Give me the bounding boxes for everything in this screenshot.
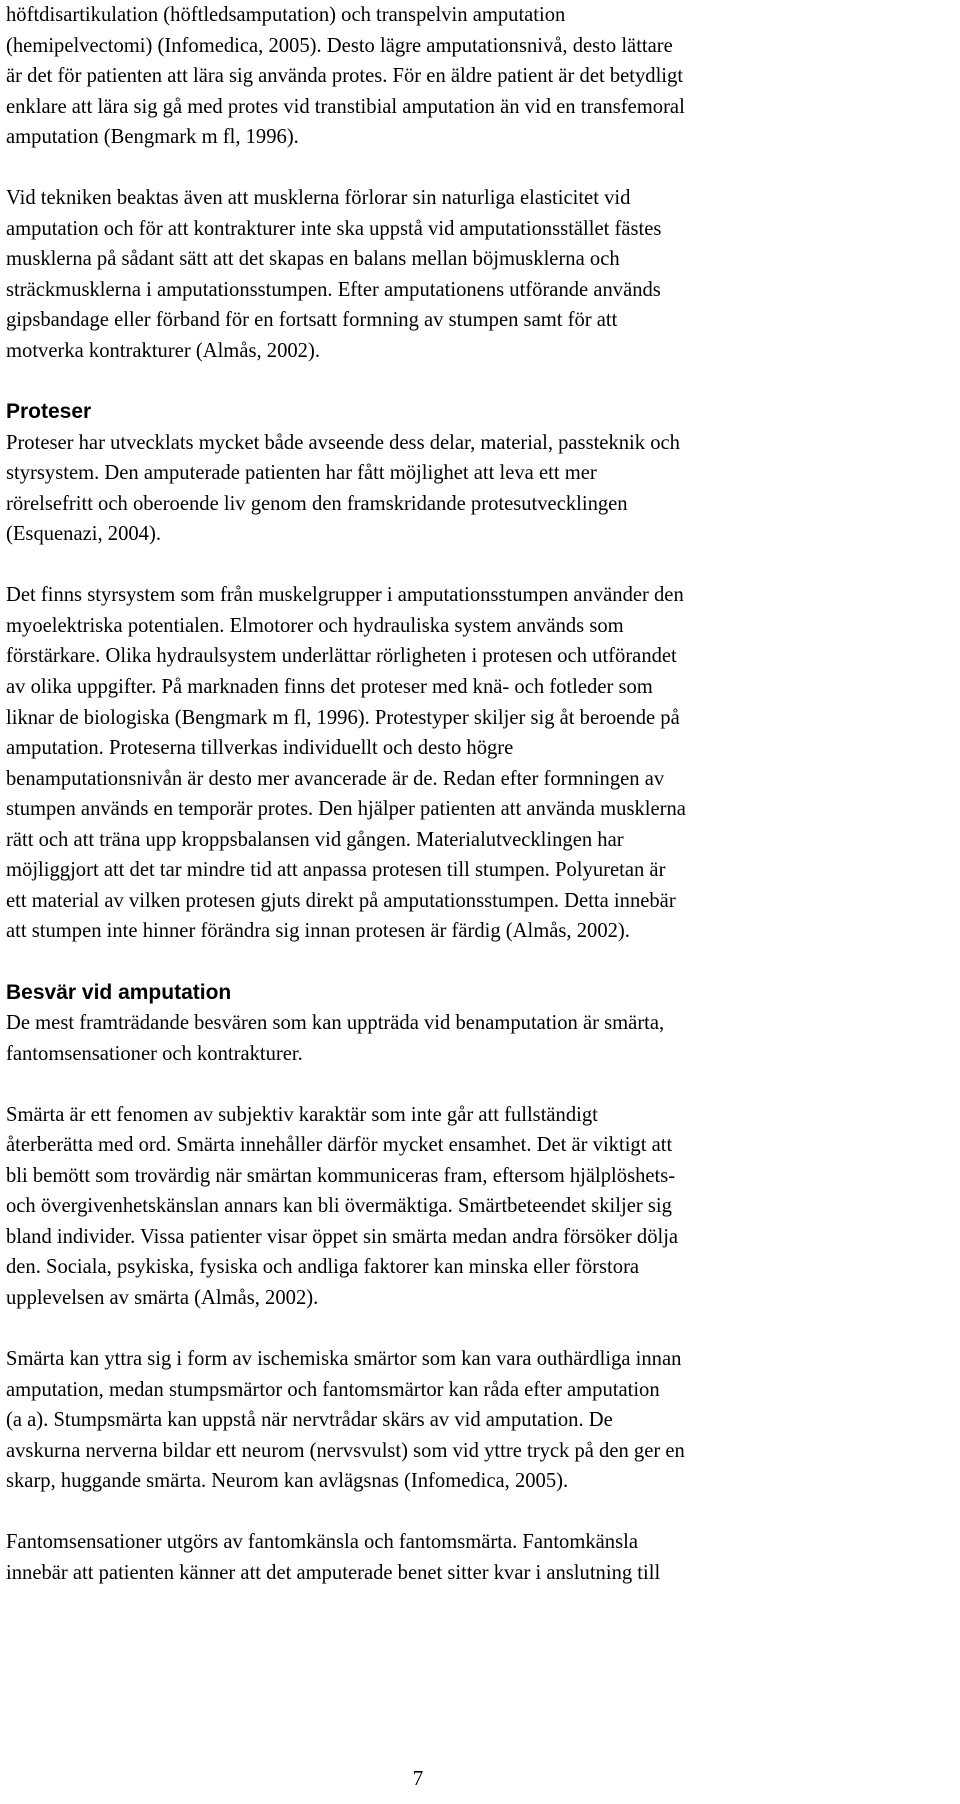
text-line: rätt och att träna upp kroppsbalansen vid gången. Materialutvecklingen har: [6, 828, 624, 851]
text-line: stumpen används en temporär protes. Den hjälper patienten att använda musklerna: [6, 798, 686, 821]
text-line: (Esquenazi, 2004).: [6, 523, 161, 546]
text-line: De mest framträdande besvären som kan uppträda vid benamputation är smärta,: [6, 1012, 665, 1035]
text-line: bland individer. Vissa patienter visar öppet sin smärta medan andra försöker dölja: [6, 1225, 679, 1248]
text-line: Proteser har utvecklats mycket både avseende dess delar, material, passteknik och: [6, 431, 680, 454]
text-line: liknar de biologiska (Bengmark m fl, 1996). Protestyper skiljer sig åt beroende på: [6, 706, 680, 729]
text-line: (a a). Stumpsmärta kan uppstå när nervtrådar skärs av vid amputation. De: [6, 1409, 613, 1432]
paragraph: [6, 428, 842, 550]
text-line: amputation och för att kontrakturer inte ska uppstå vid amputationsstället fästes: [6, 217, 662, 240]
text-line: myoelektriska potentialen. Elmotorer och hydrauliska system används som: [6, 614, 624, 637]
paragraph: [6, 1008, 842, 1069]
text-line: är det för patienten att lära sig använda protes. För en äldre patient är det betydligt: [6, 65, 684, 88]
text-line: upplevelsen av smärta (Almås, 2002).: [6, 1286, 319, 1309]
paragraph-spacer: [6, 1497, 842, 1528]
paragraph-spacer: [6, 153, 842, 184]
paragraph: [6, 1100, 842, 1314]
text-line: benamputationsnivån är desto mer avancerade är de. Redan efter formningen av: [6, 767, 665, 790]
text-line: förstärkare. Olika hydraulsystem underlättar rörligheten i protesen och utförandet: [6, 645, 677, 668]
text-line: gipsbandage eller förband för en fortsatt formning av stumpen samt för att: [6, 309, 618, 332]
text-line: Vid tekniken beaktas även att musklerna förlorar sin naturliga elasticitet vid: [6, 187, 631, 210]
text-line: av olika uppgifter. På marknaden finns det proteser med knä- och fotleder som: [6, 676, 653, 699]
paragraph: [6, 1527, 842, 1588]
text-line: sträckmusklerna i amputationsstumpen. Efter amputationens utförande används: [6, 278, 661, 301]
page-number: 7: [412, 1766, 424, 1790]
text-line: höftdisartikulation (höftledsamputation) och transpelvin amputation: [6, 4, 566, 26]
text-line: ett material av vilken protesen gjuts direkt på amputationsstumpen. Detta innebär: [6, 889, 676, 912]
text-line: att stumpen inte hinner förändra sig innan protesen är färdig (Almås, 2002).: [6, 920, 630, 943]
paragraph-spacer: [6, 367, 842, 398]
text-line: avskurna nerverna bildar ett neurom (nervsvulst) som vid yttre tryck på den ger en: [6, 1439, 685, 1462]
paragraph: [6, 0, 842, 153]
paragraph-spacer: [6, 947, 842, 978]
text-line: återberätta med ord. Smärta innehåller därför mycket ensamhet. Det är viktigt att: [6, 1134, 673, 1157]
paragraph-spacer: [6, 1314, 842, 1345]
section-heading-besvar: Besvär vid amputation: [6, 980, 232, 1004]
paragraph: [6, 580, 842, 947]
text-line: enklare att lära sig gå med protes vid transtibial amputation än vid en transfemoral: [6, 95, 685, 118]
text-line: rörelsefritt och oberoende liv genom den framskridande protesutvecklingen: [6, 492, 628, 515]
paragraph-spacer: [6, 550, 842, 581]
text-line: amputation. Proteserna tillverkas individuellt och desto högre: [6, 737, 514, 760]
text-line: motverka kontrakturer (Almås, 2002).: [6, 340, 320, 363]
text-line: Fantomsensationer utgörs av fantomkänsla och fantomsmärta. Fantomkänsla: [6, 1531, 638, 1554]
paragraph-spacer: [6, 1069, 842, 1100]
text-line: Det finns styrsystem som från muskelgrupper i amputationsstumpen använder den: [6, 584, 684, 607]
text-line: innebär att patienten känner att det amputerade benet sitter kvar i anslutning till: [6, 1561, 661, 1584]
text-line: och övergivenhetskänslan annars kan bli övermäktiga. Smärtbeteendet skiljer sig: [6, 1195, 672, 1218]
paragraph: [6, 183, 842, 366]
text-line: den. Sociala, psykiska, fysiska och andliga faktorer kan minska eller förstora: [6, 1256, 640, 1279]
text-line: fantomsensationer och kontrakturer.: [6, 1042, 303, 1065]
document-page: [6, 0, 842, 1588]
text-line: (hemipelvectomi) (Infomedica, 2005). Desto lägre amputationsnivå, desto lättare: [6, 34, 673, 57]
text-line: Smärta är ett fenomen av subjektiv karaktär som inte går att fullständigt: [6, 1103, 598, 1126]
paragraph: [6, 1344, 842, 1497]
text-line: möjliggjort att det tar mindre tid att anpassa protesen till stumpen. Polyuretan är: [6, 859, 666, 882]
text-line: amputation, medan stumpsmärtor och fantomsmärtor kan råda efter amputation: [6, 1378, 660, 1401]
text-line: amputation (Bengmark m fl, 1996).: [6, 126, 299, 149]
text-line: bli bemött som trovärdig när smärtan kommuniceras fram, eftersom hjälplöshets-: [6, 1164, 676, 1187]
section-heading-proteser: Proteser: [6, 400, 92, 424]
text-line: musklerna på sådant sätt att det skapas en balans mellan böjmusklerna och: [6, 248, 620, 271]
text-line: styrsystem. Den amputerade patienten har fått möjlighet att leva ett mer: [6, 462, 597, 485]
text-line: skarp, huggande smärta. Neurom kan avlägsnas (Infomedica, 2005).: [6, 1470, 569, 1493]
text-line: Smärta kan yttra sig i form av ischemiska smärtor som kan vara outhärdliga innan: [6, 1348, 682, 1371]
